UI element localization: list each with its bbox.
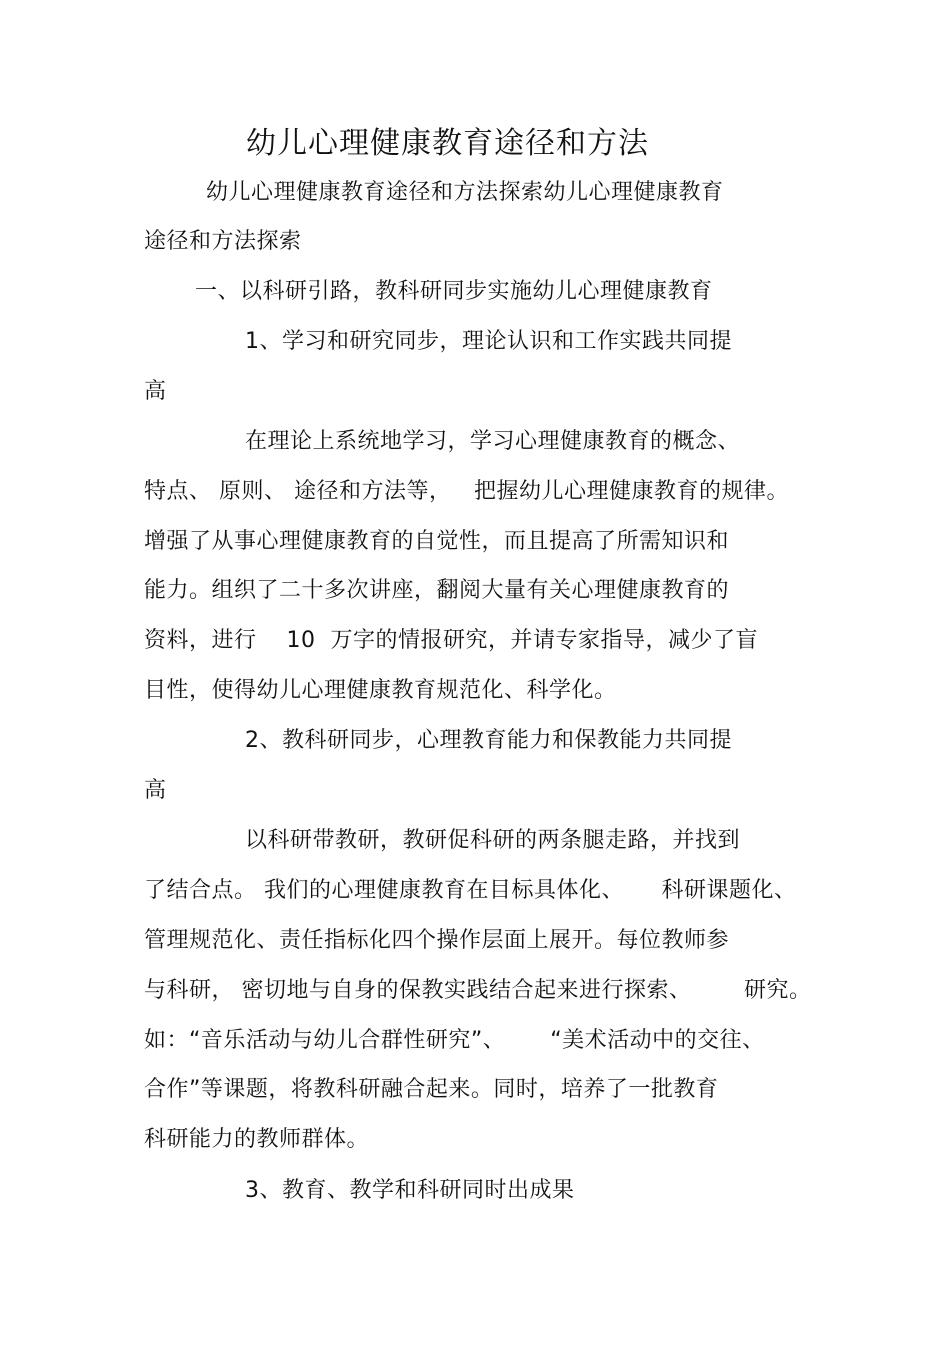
document-title: 幼儿心理健康教育途径和方法: [246, 126, 649, 161]
paragraph-1-line-5: 资料，进行 10 万字的情报研究，并请专家指导，减少了盲: [144, 628, 758, 653]
paragraph-1-line-3: 增强了从事心理健康教育的自觉性，而且提高了所需知识和: [144, 529, 730, 554]
subtitle-line-1: 幼儿心理健康教育途径和方法探索幼儿心理健康教育: [206, 180, 724, 205]
subsection-heading-2: 2、教科研同步，心理教育能力和保教能力共同提: [245, 728, 732, 753]
paragraph-2-line-1: 以科研带教研，教研促科研的两条腿走路，并找到: [245, 828, 741, 853]
paragraph-2-line-3: 管理规范化、责任指标化四个操作层面上展开。每位教师参: [144, 928, 730, 953]
paragraph-1-line-1: 在理论上系统地学习，学习心理健康教育的概念、: [245, 429, 741, 454]
subsection-heading-1-cont: 高: [144, 379, 167, 404]
paragraph-2-line-6: 合作”等课题，将教科研融合起来。同时，培养了一批教育: [144, 1077, 719, 1102]
paragraph-1-line-6: 目性，使得幼儿心理健康教育规范化、科学化。: [144, 678, 617, 703]
paragraph-2-line-2: 了结合点。 我们的心理健康教育在目标具体化、 科研课题化、: [144, 878, 797, 903]
subtitle-line-2: 途径和方法探索: [144, 229, 302, 254]
paragraph-2-line-4: 与科研， 密切地与自身的保教实践结合起来进行探索、 研究。: [144, 978, 812, 1003]
paragraph-1-line-2: 特点、 原则、 途径和方法等， 把握幼儿心理健康教育的规律。: [144, 479, 789, 504]
paragraph-2-line-7: 科研能力的教师群体。: [144, 1127, 370, 1152]
subsection-heading-3: 3、教育、教学和科研同时出成果: [245, 1178, 575, 1203]
paragraph-1-line-4: 能力。组织了二十多次讲座，翻阅大量有关心理健康教育的: [144, 578, 730, 603]
subsection-heading-1: 1、学习和研究同步，理论认识和工作实践共同提: [245, 329, 732, 354]
section-heading-1: 一、以科研引路，教科研同步实施幼儿心理健康教育: [195, 279, 713, 304]
subsection-heading-2-cont: 高: [144, 778, 167, 803]
paragraph-2-line-5: 如：“音乐活动与幼儿合群性研究”、 “美术活动中的交往、: [144, 1028, 765, 1053]
